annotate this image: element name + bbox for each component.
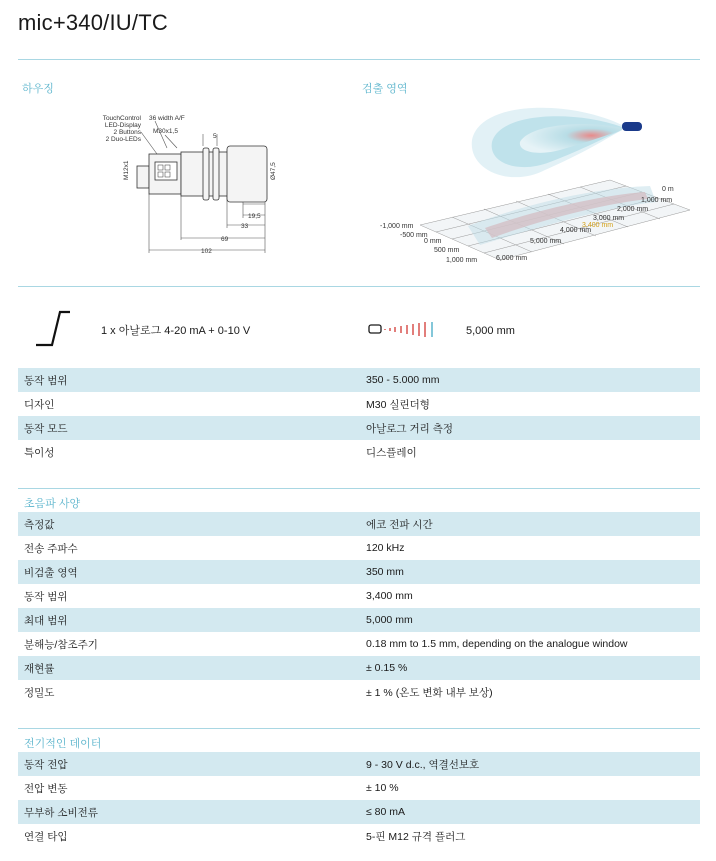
touch-annotation-line: LED-Display	[104, 122, 141, 129]
table-row	[18, 440, 700, 464]
dim-33: 33	[241, 223, 249, 230]
ultrasonic-label: 초음파 사양	[24, 498, 81, 510]
row-label: 측정값	[18, 512, 360, 536]
y-tick: 6,000 mm	[496, 255, 528, 262]
row-value: 3,400 mm	[366, 590, 413, 602]
dim-69: 69	[221, 236, 229, 243]
divider	[18, 728, 700, 729]
y-tick: 1,000 mm	[641, 197, 673, 204]
row-value: 5,000 mm	[360, 608, 700, 632]
y-tick-highlight: 3,400 mm	[582, 222, 614, 229]
page-title: mic+340/IU/TC	[18, 10, 168, 35]
row-label: 동작 범위	[18, 368, 360, 392]
x-tick: 1,000 mm	[446, 257, 478, 264]
row-value: 디스플레이	[366, 446, 417, 459]
table-row	[18, 584, 700, 608]
row-value: ± 10 %	[366, 782, 399, 794]
table-row	[18, 800, 700, 824]
touch-annotation-line: 2 Duo-LEDs	[105, 136, 141, 143]
y-tick: 3,000 mm	[593, 215, 625, 222]
y-tick: 0 m	[662, 186, 674, 193]
row-value: ≤ 80 mA	[360, 800, 700, 824]
row-label: 디자인	[24, 398, 55, 411]
general-spec-table	[18, 368, 700, 464]
sensor-icon	[622, 122, 642, 131]
table-row	[18, 512, 700, 536]
row-value: 350 mm	[360, 560, 700, 584]
row-label: 전송 주파수	[24, 542, 78, 555]
table-row	[18, 392, 700, 416]
divider	[18, 59, 700, 60]
row-value: 에코 전파 시간	[360, 512, 700, 536]
touch-annotation-line: TouchControl	[102, 115, 141, 122]
row-value: 5-핀 M12 규격 플러그	[366, 830, 466, 843]
y-tick: 4,000 mm	[560, 227, 592, 234]
row-label: 특이성	[24, 446, 55, 459]
width-af-annotation: 36 width A/F	[149, 115, 185, 122]
electrical-label: 전기적인 데이터	[24, 738, 102, 750]
x-tick: 500 mm	[434, 247, 460, 254]
table-row	[18, 368, 700, 392]
row-value: 아날로그 거리 측정	[360, 416, 700, 440]
dim-19-5: 19,5	[248, 213, 261, 220]
row-label: 동작 범위	[24, 590, 68, 603]
row-value: 350 - 5.000 mm	[360, 368, 700, 392]
row-label: 재현률	[18, 656, 360, 680]
table-row	[18, 632, 700, 656]
table-row	[18, 536, 700, 560]
touch-annotation-line: 2 Buttons	[113, 129, 141, 136]
thread-annotation: M30x1,5	[153, 128, 178, 135]
row-label: 비검출 영역	[18, 560, 360, 584]
x-tick: -500 mm	[400, 232, 428, 239]
table-row	[18, 608, 700, 632]
detection-label: 검출 영역	[362, 83, 408, 95]
housing-drawing	[95, 108, 295, 258]
range-text: 5,000 mm	[466, 325, 515, 337]
table-row	[18, 752, 700, 776]
detection-area-figure	[360, 100, 700, 275]
row-value: ± 0.15 %	[360, 656, 700, 680]
row-label: 무부하 소비전류	[18, 800, 360, 824]
table-row	[18, 416, 700, 440]
m12-annotation: M12x1	[123, 160, 130, 180]
row-label: 정밀도	[24, 686, 55, 699]
divider	[18, 286, 700, 287]
diameter-annotation: Ø47,5	[270, 162, 277, 180]
table-row	[18, 656, 700, 680]
y-tick: 5,000 mm	[530, 238, 562, 245]
y-tick: 2,000 mm	[617, 206, 649, 213]
row-value: M30 실린더형	[366, 398, 430, 411]
row-label: 동작 모드	[18, 416, 360, 440]
output-text: 1 x 아날로그 4-20 mA + 0-10 V	[101, 325, 251, 337]
row-label: 전압 변동	[24, 782, 68, 795]
divider	[18, 488, 700, 489]
x-tick: -1,000 mm	[380, 223, 414, 230]
dim-5: 5	[213, 133, 217, 140]
row-value: ± 1 % (온도 변화 내부 보상)	[366, 686, 493, 699]
analog-output-icon	[34, 308, 72, 348]
row-label: 분해능/참조주기	[24, 638, 98, 651]
row-label: 최대 범위	[18, 608, 360, 632]
dim-102: 102	[201, 248, 212, 255]
range-icon	[368, 320, 458, 340]
table-row	[18, 680, 700, 704]
electrical-spec-table	[18, 752, 700, 848]
x-tick: 0 mm	[424, 238, 442, 245]
row-label: 연결 타입	[24, 830, 68, 843]
table-row	[18, 776, 700, 800]
row-value: 120 kHz	[366, 542, 405, 554]
row-label: 동작 전압	[18, 752, 360, 776]
table-row	[18, 560, 700, 584]
row-value: 0.18 mm to 1.5 mm, depending on the analogue window	[366, 638, 628, 650]
housing-label: 하우징	[22, 83, 54, 95]
table-row	[18, 824, 700, 848]
row-value: 9 - 30 V d.c., 역결선보호	[360, 752, 700, 776]
ultrasonic-spec-table	[18, 512, 700, 704]
